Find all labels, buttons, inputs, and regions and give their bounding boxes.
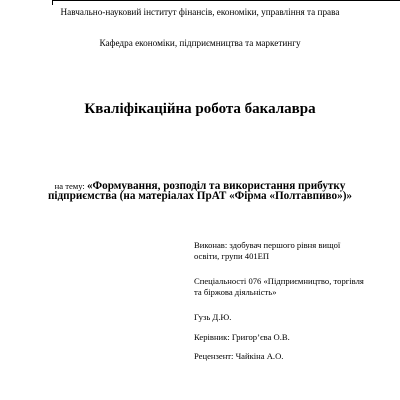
theme-title-part-2: підприємства (на матеріалах ПрАТ «Фірма «Полтавпиво»)» bbox=[47, 190, 353, 202]
reviewer: Рецензент: Чайкіна А.О. bbox=[194, 351, 284, 361]
work-title: Кваліфікаційна робота бакалавра bbox=[84, 101, 316, 117]
author-name: Гузь Д.Ю. bbox=[194, 312, 232, 322]
specialty-line-2: та біржова діяльність» bbox=[194, 287, 277, 297]
supervisor: Керівник: Григор’єва О.В. bbox=[194, 332, 290, 342]
theme-title-part-1: «Формування, розподіл та використання прибутку bbox=[86, 180, 346, 192]
theme-prefix: на тему: bbox=[54, 181, 87, 191]
left-border-tick bbox=[52, 0, 53, 5]
top-border-line bbox=[52, 0, 400, 1]
specialty-line-1: Спеціальності 076 «Підприємництво, торгівля bbox=[194, 276, 364, 286]
department-name: Кафедра економіки, підприємництва та маркетингу bbox=[99, 38, 301, 48]
institute-name: Навчально-науковий інститут фінансів, економіки, управління та права bbox=[60, 7, 340, 17]
performer-line-2: освіти, групи 401ЕП bbox=[194, 251, 270, 261]
performer-line-1: Виконав: здобувач першого рівня вищої bbox=[194, 240, 341, 250]
